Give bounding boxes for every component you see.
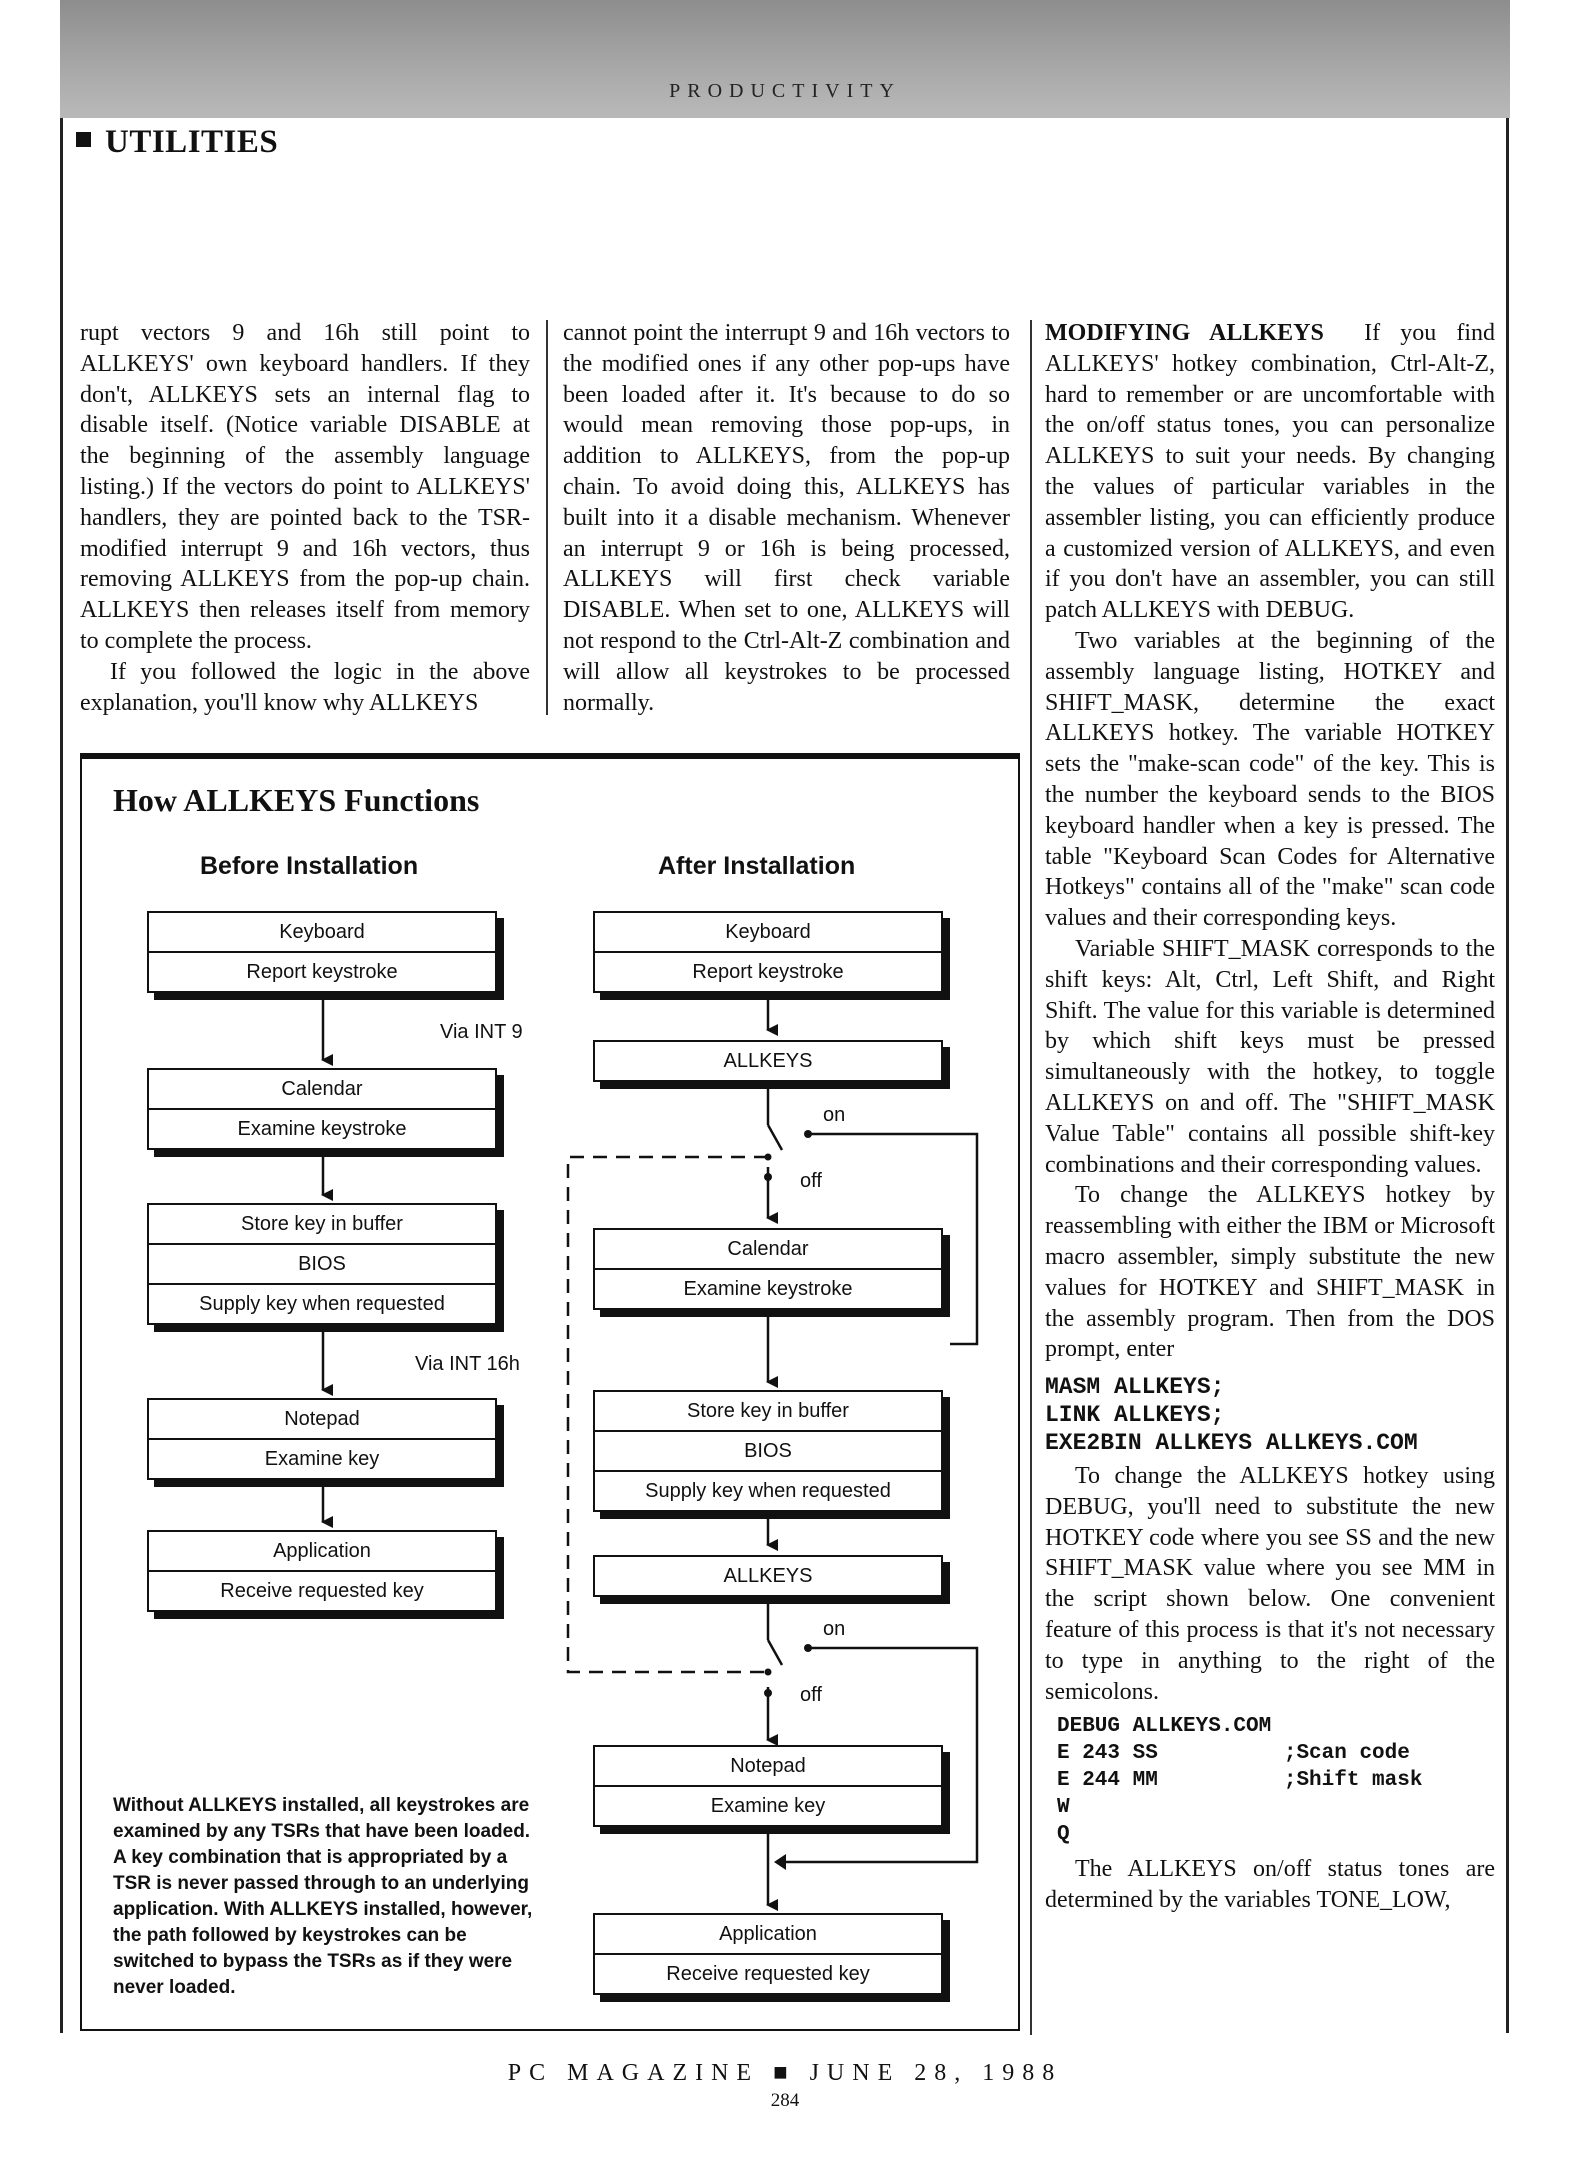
- after-bios-box: Store key in buffer BIOS Supply key when requested: [593, 1390, 943, 1512]
- code-block-masm: MASM ALLKEYS; LINK ALLKEYS; EXE2BIN ALLKEYS ALLKEYS.COM: [1045, 1374, 1418, 1457]
- before-heading: Before Installation: [200, 852, 419, 880]
- figure-caption: Without ALLKEYS installed, all keystrokes are examined by any TSRs that have been loaded. A key combination that is appropriated by a TSR is never passed through to an underlying application. With ALLKEYS installed, however, the path followed by keystrokes can be switched to bypass the TSRs as if they were never loaded.: [113, 1795, 533, 1998]
- paragraph: To change the ALLKEYS hotkey using DEBUG, you'll need to substitute the new HOTKEY code where you see SS and the new SHIFT_MASK value where you see MM in the script shown below. One convenient feature of this process is that it's not necessary to type in anything to the right of the semicolons.: [1045, 1463, 1495, 1705]
- paragraph: Variable SHIFT_MASK corresponds to the shift keys: Alt, Ctrl, Left Shift, and Right Shift. The value for this variable is determined by which shift keys must be pressed simultaneously with the hotkey, to toggle ALLKEYS on and off. The "SHIFT_MASK Value Table" contains all possible shift-key combinations and their corresponding values.: [1045, 935, 1495, 1178]
- paragraph: cannot point the interrupt 9 and 16h vectors to the modified ones if any other pop-ups have been loaded after it. It's because to do so would mean removing those pop-ups, in addition to ALLKEYS, from the pop-up chain. To avoid doing this, ALLKEYS has built into it a disable mechanism. Whenever an interrupt 9 or 16h is being processed, ALLKEYS will first check variable DISABLE. When set to one, ALLKEYS will not respond to the Ctrl-Alt-Z combination and will allow all keystrokes to be processed normally.: [563, 320, 1010, 716]
- page-number: 284: [770, 2090, 800, 2111]
- paragraph: To change the ALLKEYS hotkey by reassembling with either the IBM or Microsoft macro assembler, simply substitute the new values for HOTKEY and SHIFT_MASK in the assembly program. Then from the DOS prompt, enter: [1045, 1182, 1495, 1363]
- after-allkeys-box-1: ALLKEYS: [593, 1040, 943, 1082]
- subheading: MODIFYING ALLKEYS: [1045, 320, 1324, 346]
- after-notepad-box: Notepad Examine key: [593, 1745, 943, 1827]
- before-keyboard-box: Keyboard Report keystroke: [147, 911, 497, 993]
- footer-publication: PC MAGAZINE ■ JUNE 28, 1988: [507, 2060, 1063, 2086]
- after-heading: After Installation: [658, 852, 856, 880]
- figure-title: How ALLKEYS Functions: [113, 782, 480, 818]
- paragraph: If you followed the logic in the above explanation, you'll know why ALLKEYS: [80, 658, 530, 716]
- after-allkeys-box-2: ALLKEYS: [593, 1555, 943, 1597]
- before-notepad-box: Notepad Examine key: [147, 1398, 497, 1480]
- before-bios-box: Store key in buffer BIOS Supply key when requested: [147, 1203, 497, 1325]
- after-keyboard-box: Keyboard Report keystroke: [593, 911, 943, 993]
- via-int9-label: Via INT 9: [440, 1021, 523, 1043]
- after-application-box: Application Receive requested key: [593, 1913, 943, 1995]
- paragraph: Two variables at the beginning of the assembly language listing, HOTKEY and SHIFT_MASK, determine the exact ALLKEYS hotkey. The variable HOTKEY sets the "make-scan code" of the key. This is the number the keyboard sends to the BIOS keyboard handler when a key is pressed. The table "Keyboard Scan Codes for Alternative Hotkeys" contains all of the "make" scan code values and their corresponding keys.: [1045, 627, 1495, 932]
- category-label: UTILITIES: [105, 124, 279, 160]
- before-application-box: Application Receive requested key: [147, 1530, 497, 1612]
- switch-off-label: off: [800, 1170, 822, 1192]
- paragraph: rupt vectors 9 and 16h still point to ALLKEYS' own keyboard handlers. If they don't, ALLKEYS sets an internal flag to disable itself. (Notice variable DISABLE at the beginning of the assembly language listing.) If the vectors do point to ALLKEYS' handlers, they are pointed back to the TSR-modified interrupt 9 and 16h vectors, thus removing ALLKEYS from the pop-up chain. ALLKEYS then releases itself from memory to complete the process.: [80, 320, 530, 654]
- via-int16h-label: Via INT 16h: [415, 1353, 520, 1375]
- switch-on-label: on: [823, 1618, 846, 1640]
- switch-off-label: off: [800, 1684, 822, 1706]
- paragraph: The ALLKEYS on/off status tones are determined by the variables TONE_LOW,: [1045, 1856, 1495, 1914]
- after-calendar-box: Calendar Examine keystroke: [593, 1228, 943, 1310]
- section-label: PRODUCTIVITY: [669, 80, 901, 102]
- switch-on-label: on: [823, 1104, 846, 1126]
- before-calendar-box: Calendar Examine keystroke: [147, 1068, 497, 1150]
- paragraph-modifying: MODIFYING ALLKEYS If you find ALLKEYS' hotkey combination, Ctrl-Alt-Z, hard to remember or are uncomfortable with the on/off status tones, you can personalize ALLKEYS to suit your needs. By changing the values of particular variables in the assembler listing, you can efficiently produce a customized version of ALLKEYS, and even if you don't have an assembler, you can still patch ALLKEYS with DEBUG.: [1045, 320, 1496, 624]
- code-block-debug: DEBUG ALLKEYS.COM E 243 SS ;Scan code E 244 MM ;Shift mask W Q: [1057, 1715, 1423, 1847]
